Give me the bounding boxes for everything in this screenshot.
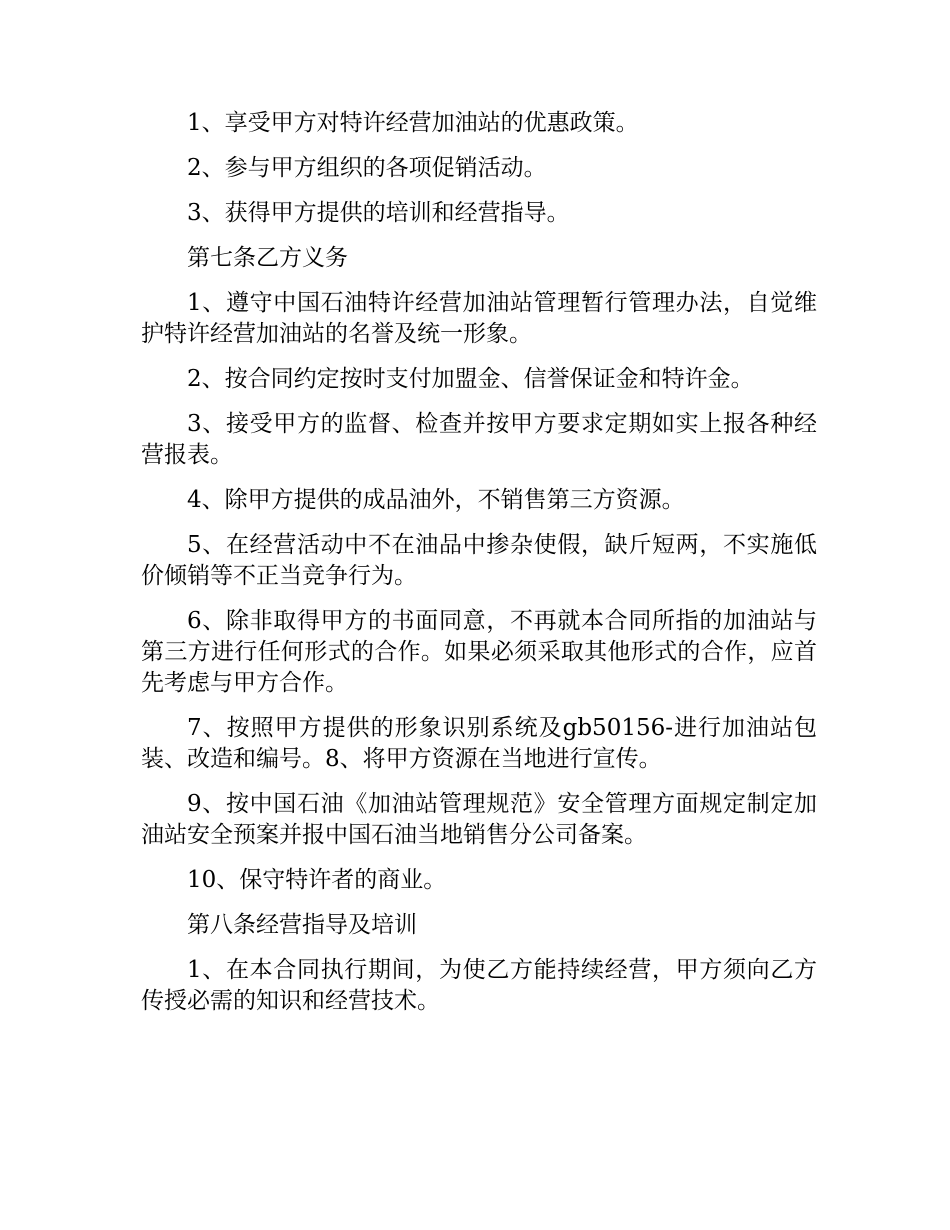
paragraph-right-1: 1、享受甲方对特许经营加油站的优惠政策。	[187, 110, 639, 136]
paragraph-guidance-1: 1、在本合同执行期间，为使乙方能持续经营，甲方须向乙方传授必需的知识和经营技术。	[141, 957, 817, 1014]
section-heading-article-7: 第七条乙方义务	[187, 245, 348, 271]
paragraph-obligation-3: 3、接受甲方的监督、检查并按甲方要求定期如实上报各种经营报表。	[141, 411, 817, 468]
document-body	[141, 108, 817, 1031]
paragraph-obligation-6: 6、除非取得甲方的书面同意，不再就本合同所指的加油站与第三方进行任何形式的合作。如果必须采取其他形式的合作，应首先考虑与甲方合作。	[141, 608, 817, 696]
paragraph-right-2: 2、参与甲方组织的各项促销活动。	[187, 155, 547, 181]
paragraph-right-3: 3、获得甲方提供的培训和经营指导。	[187, 200, 570, 226]
paragraph-obligation-2: 2、按合同约定按时支付加盟金、信誉保证金和特许金。	[187, 366, 754, 392]
paragraph-obligation-7-8: 7、按照甲方提供的形象识别系统及gb50156-进行加油站包装、改造和编号。8、将甲方资源在当地进行宣传。	[141, 715, 817, 772]
paragraph-obligation-1: 1、遵守中国石油特许经营加油站管理暂行管理办法，自觉维护特许经营加油站的名誉及统一形象。	[141, 290, 817, 347]
paragraph-obligation-10: 10、保守特许者的商业。	[187, 867, 447, 893]
paragraph-obligation-9: 9、按中国石油《加油站管理规范》安全管理方面规定制定加油站安全预案并报中国石油当地销售分公司备案。	[141, 791, 817, 848]
paragraph-obligation-5: 5、在经营活动中不在油品中掺杂使假，缺斤短两，不实施低价倾销等不正当竞争行为。	[141, 532, 817, 589]
section-heading-article-8: 第八条经营指导及培训	[187, 912, 417, 938]
paragraph-obligation-4: 4、除甲方提供的成品油外，不销售第三方资源。	[187, 487, 685, 513]
